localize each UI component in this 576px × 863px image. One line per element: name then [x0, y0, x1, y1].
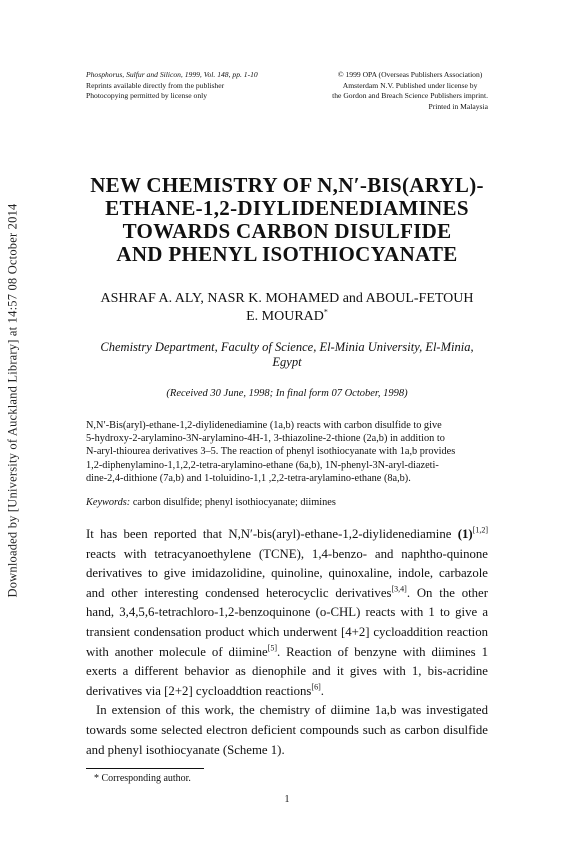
title-line: AND PHENYL ISOTHIOCYANATE — [116, 242, 458, 266]
keywords-label: Keywords: — [86, 497, 131, 509]
article-page — [86, 70, 488, 805]
title-line: TOWARDS CARBON DISULFIDE — [122, 219, 452, 243]
footnote: * Corresponding author. — [94, 773, 191, 785]
compound-label: (1) — [457, 527, 473, 542]
citation-ref: [3,4] — [391, 584, 407, 594]
body-text: reacts with tetracyanoethylene (TCNE), 1,4-benzo- and naphtho-quinone derivatives to give imidazolidine, quinoline, quinoxaline, indole, carbazole and other interesting condensed heterocyclic derivatives — [86, 546, 488, 600]
abstract-line: N,N′-Bis(aryl)-ethane-1,2-diylidenediamine (1a,b) reacts with carbon disulfide to give — [86, 420, 442, 431]
body-text: . — [320, 683, 324, 698]
citation-line: Phosphorus, Sulfur and Silicon, 1999, Vol. 148, pp. 1-10 — [86, 70, 258, 79]
citation-ref: [5] — [267, 643, 277, 653]
copyright-line: the Gordon and Breach Science Publishers imprint. — [332, 91, 488, 100]
abstract-line: dine-2,4-dithione (7a,b) and 1-toluidino-1,1 ,2,2-tetra-arylamino-ethane (8a,b). — [86, 472, 411, 484]
authors-line-2 — [86, 308, 488, 326]
author-list — [86, 290, 488, 326]
body-text: It has been reported that N,N′-bis(aryl)-ethane-1,2-diylidenediamine — [86, 527, 452, 542]
authors-line: ASHRAF A. ALY, NASR K. MOHAMED and ABOUL-FETOUH — [100, 291, 474, 306]
footnote-separator — [86, 768, 204, 769]
body-paragraph-1 — [86, 525, 488, 701]
abstract-line: N-aryl-thiourea derivatives 3–5. The reaction of phenyl isothiocyanate with 1a,b provides — [86, 446, 456, 458]
title-line: NEW CHEMISTRY OF N,N′-BIS(ARYL)- — [90, 173, 484, 197]
abstract-line: 1,2-diphenylamino-1,1,2,2-tetra-arylamino-ethane (6a,b), 1N-phenyl-3N-aryl-diazeti- — [86, 459, 439, 471]
citation-ref: [6] — [311, 682, 321, 692]
keywords — [86, 497, 488, 508]
received-dates: (Received 30 June, 1998; In final form 07 October, 1998) — [166, 388, 408, 399]
citation-line: Reprints available directly from the publisher — [86, 80, 225, 90]
article-title — [86, 174, 488, 266]
body-paragraph-2: In extension of this work, the chemistry of diimine 1a,b was investigated towards some selected electron deficient compounds such as carbon disulfide and phenyl isothiocyanate (Scheme 1). — [86, 703, 488, 757]
body-text: . Reaction of benzyne with diimines 1 exerts a different behavior as dienophile and it gives with 1, bis-acridine derivatives via [2+2] cycloaddtion reactions — [86, 644, 488, 698]
author-name: E. MOURAD — [246, 309, 324, 324]
download-watermark — [2, 140, 24, 660]
citation-line: Photocopying permitted by license only — [86, 91, 208, 100]
page-number: 1 — [284, 794, 290, 806]
citation-ref: [1,2] — [472, 525, 488, 535]
abstract-line: 5-hydroxy-2-arylamino-3N-arylamino-4H-1, 3-thiazoline-2-thione (2a,b) in addition to — [86, 433, 445, 445]
copyright-line: © 1999 OPA (Overseas Publishers Association) — [337, 70, 483, 79]
body-text: . On the other hand, 3,4,5,6-tetrachloro-1,2-benzoquinone (o-CHL) reacts with 1 to give a transient condensation product which underwent [4+2] cycloaddition reaction with another molecule of diimine — [86, 585, 488, 659]
corresponding-mark: * — [323, 307, 328, 317]
affiliation: Chemistry Department, Faculty of Science, El-Minia University, El-Minia, Egypt — [100, 340, 474, 369]
keywords-value: carbon disulfide; phenyl isothiocyanate; diimines — [132, 497, 336, 509]
journal-header — [86, 70, 488, 102]
abstract — [86, 419, 488, 485]
printed-in: Printed in Malaysia — [428, 101, 488, 111]
watermark-text: Downloaded by [University of Auckland Library] at 14:57 08 October 2014 — [5, 203, 20, 597]
copyright-notice — [332, 70, 488, 102]
title-line: ETHANE-1,2-DIYLIDENEDIAMINES — [105, 196, 469, 220]
journal-citation — [86, 70, 258, 102]
article-body — [86, 525, 488, 760]
copyright-line: Amsterdam N.V. Published under license by — [342, 80, 478, 90]
